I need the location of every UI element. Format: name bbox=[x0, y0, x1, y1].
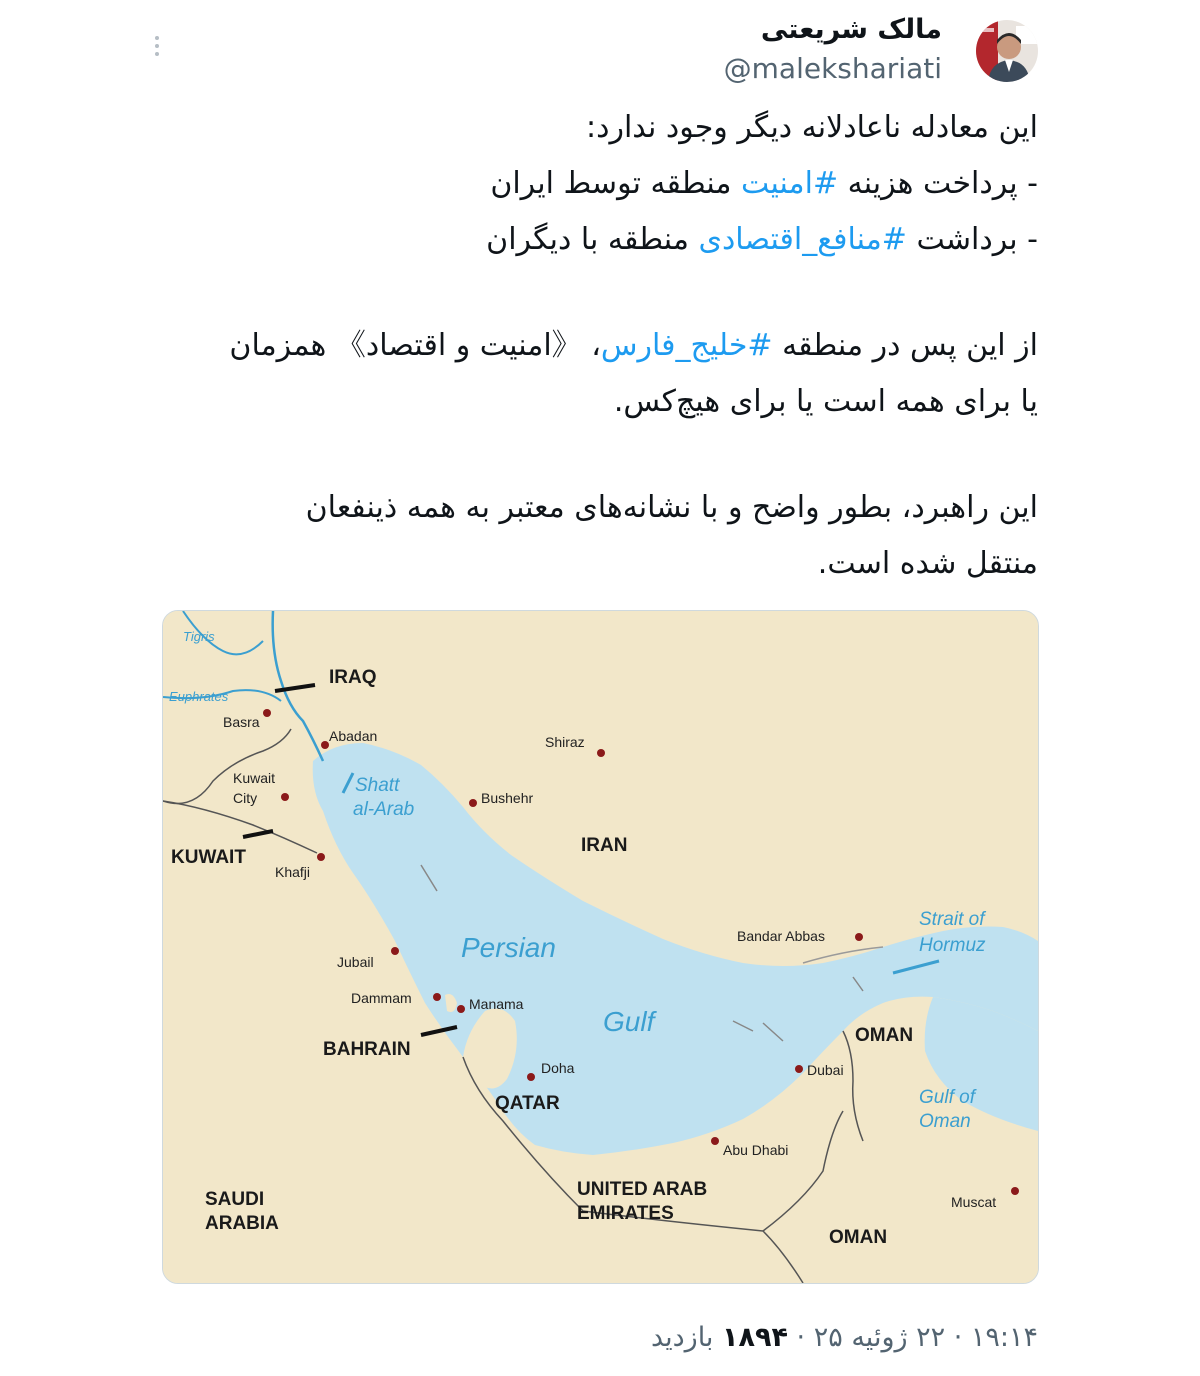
tweet-time[interactable]: ۱۹:۱۴ bbox=[970, 1322, 1038, 1353]
city-dot-kuwait-city bbox=[281, 793, 289, 801]
text-segment: - پرداخت هزینه bbox=[838, 166, 1038, 201]
city-dot-dammam bbox=[433, 993, 441, 1001]
map-city-khafji: Khafji bbox=[275, 864, 311, 880]
map-city-dubai: Dubai bbox=[807, 1062, 844, 1078]
text-segment: از این پس در منطقه bbox=[772, 328, 1038, 363]
tweet-text bbox=[158, 100, 1038, 592]
tweet-line: این راهبرد، بطور واضح و با نشانه‌های معتبر به همه ذینفعان bbox=[305, 490, 1038, 525]
map-city-muscat: Muscat bbox=[951, 1194, 997, 1210]
city-dot-dubai bbox=[795, 1065, 803, 1073]
map-city-basra: Basra bbox=[223, 714, 260, 730]
hashtag-link-security[interactable]: #امنیت bbox=[740, 166, 839, 201]
map-label-persian: Persian bbox=[461, 932, 556, 963]
hashtag-link-economic-interests[interactable]: #منافع_اقتصادی bbox=[698, 222, 907, 257]
map-label-saudi-2: ARABIA bbox=[205, 1213, 279, 1234]
tweet-line: این معادله ناعادلانه دیگر وجود ندارد: bbox=[585, 110, 1038, 145]
views-count: ۱۸۹۴ bbox=[722, 1322, 788, 1353]
map-label-kuwait: KUWAIT bbox=[171, 847, 246, 868]
map-city-dammam: Dammam bbox=[351, 990, 412, 1006]
city-dot-muscat bbox=[1011, 1187, 1019, 1195]
map-label-tigris: Tigris bbox=[183, 629, 215, 644]
city-dot-abadan bbox=[321, 741, 329, 749]
map-label-gulf: Gulf bbox=[603, 1006, 655, 1037]
map-city-jubail: Jubail bbox=[337, 954, 374, 970]
persian-gulf-map bbox=[163, 611, 1038, 1283]
meta-separator: · bbox=[787, 1322, 814, 1353]
map-city-manama: Manama bbox=[469, 996, 524, 1012]
map-label-qatar: QATAR bbox=[495, 1093, 560, 1114]
map-label-uae-1: UNITED ARAB bbox=[577, 1179, 708, 1200]
map-city-bandar-abbas: Bandar Abbas bbox=[737, 928, 825, 944]
city-dot-doha bbox=[527, 1073, 535, 1081]
text-segment: - برداشت bbox=[906, 222, 1038, 257]
map-label-oman-north: OMAN bbox=[855, 1025, 914, 1046]
tweet-date[interactable]: ۲۲ ژوئیه ۲۵ bbox=[813, 1322, 946, 1353]
tweet-meta bbox=[651, 1322, 1038, 1353]
city-dot-manama bbox=[457, 1005, 465, 1013]
text-segment: منطقه با دیگران bbox=[486, 222, 699, 257]
author-display-name[interactable]: مالک شریعتی bbox=[760, 14, 942, 45]
map-city-abu-dhabi: Abu Dhabi bbox=[723, 1142, 789, 1158]
map-label-hormuz-1: Strait of bbox=[919, 909, 985, 930]
city-dot-abu-dhabi bbox=[711, 1137, 719, 1145]
tweet-line: منتقل شده است. bbox=[817, 546, 1038, 581]
map-label-shatt-1: Shatt bbox=[355, 775, 400, 796]
city-dot-bandar-abbas bbox=[855, 933, 863, 941]
hashtag-link-persian-gulf[interactable]: #خلیج_فارس bbox=[600, 328, 773, 363]
text-segment: منطقه توسط ایران bbox=[490, 166, 741, 201]
map-label-uae-2: EMIRATES bbox=[577, 1203, 674, 1224]
author-handle[interactable]: @malekshariati bbox=[723, 52, 942, 85]
map-city-doha: Doha bbox=[541, 1060, 575, 1076]
map-city-kuwait-2: City bbox=[233, 790, 258, 806]
city-dot-bushehr bbox=[469, 799, 477, 807]
map-label-oman-south: OMAN bbox=[829, 1227, 888, 1248]
map-label-gulf-oman-2: Oman bbox=[919, 1111, 971, 1132]
tweet-image-map[interactable] bbox=[162, 610, 1039, 1284]
text-segment: ، 《امنیت و اقتصاد》 همزمان bbox=[229, 328, 601, 363]
tweet-line: یا برای همه است یا برای هیچ‌کس. bbox=[613, 384, 1038, 419]
more-options-button[interactable] bbox=[140, 30, 174, 64]
more-vertical-icon bbox=[152, 34, 162, 60]
city-dot-basra bbox=[263, 709, 271, 717]
map-label-hormuz-2: Hormuz bbox=[919, 935, 986, 956]
map-city-bushehr: Bushehr bbox=[481, 790, 534, 806]
tweet-line bbox=[158, 212, 1038, 268]
tweet-line bbox=[158, 156, 1038, 212]
map-label-gulf-oman-1: Gulf of bbox=[919, 1087, 975, 1108]
city-dot-khafji bbox=[317, 853, 325, 861]
map-label-euphrates: Euphrates bbox=[169, 689, 229, 704]
avatar[interactable] bbox=[976, 20, 1038, 82]
map-city-kuwait-1: Kuwait bbox=[233, 770, 276, 786]
map-label-shatt-2: al-Arab bbox=[353, 799, 415, 820]
map-label-iraq: IRAQ bbox=[329, 667, 377, 688]
tweet-line bbox=[158, 318, 1038, 374]
city-dot-jubail bbox=[391, 947, 399, 955]
map-city-shiraz: Shiraz bbox=[545, 734, 585, 750]
map-city-abadan: Abadan bbox=[329, 728, 378, 744]
map-label-saudi-1: SAUDI bbox=[205, 1189, 265, 1210]
map-label-iran: IRAN bbox=[581, 835, 628, 856]
meta-separator: · bbox=[945, 1322, 971, 1353]
views-label: بازدید bbox=[650, 1322, 714, 1353]
map-label-bahrain: BAHRAIN bbox=[323, 1039, 411, 1060]
city-dot-shiraz bbox=[597, 749, 605, 757]
